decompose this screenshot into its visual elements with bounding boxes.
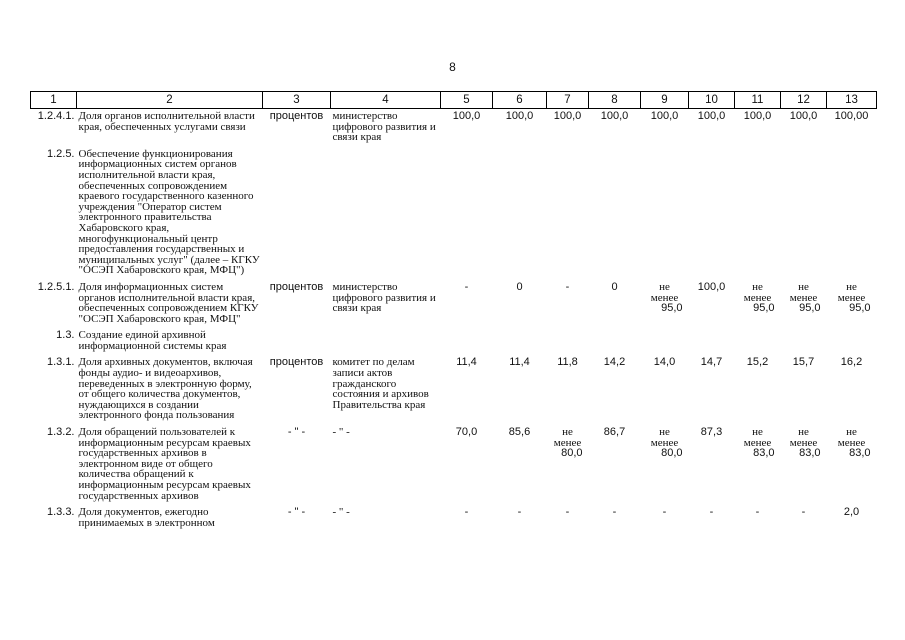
value-cell: - xyxy=(565,280,570,293)
value-cell: - xyxy=(517,506,522,519)
unit-cell: - " - xyxy=(287,506,306,519)
value-cell: - xyxy=(662,506,667,519)
value-cell xyxy=(689,328,735,355)
column-number-row xyxy=(31,92,877,109)
value-cell: 15,2 xyxy=(746,356,769,369)
row-number-cell: 1.3.3. xyxy=(46,506,75,519)
value-cell xyxy=(589,328,641,355)
indicator-name-cell: Доля документов, ежегодно принимаемых в электронном xyxy=(78,506,215,529)
value-cell: 70,0 xyxy=(455,426,478,439)
value-cell: - xyxy=(755,506,760,519)
indicator-table xyxy=(30,91,877,532)
table-row xyxy=(31,280,877,328)
value-cell xyxy=(827,328,877,355)
value-cell: 14,7 xyxy=(700,356,723,369)
value-cell xyxy=(589,147,641,280)
value-cell: не менее 95,0 xyxy=(650,280,683,315)
unit-cell xyxy=(263,147,331,280)
value-cell: не менее 83,0 xyxy=(789,426,821,460)
table-row xyxy=(31,505,877,532)
row-number-cell: 1.2.5.1. xyxy=(37,280,75,293)
value-cell: 16,2 xyxy=(840,356,863,369)
indicator-name-cell: Доля архивных документов, включая фонды аудио- и видеоархивов, переведенных в электронную форму, от общего количества документов, нуждающихся в создании электронного фонда пользования xyxy=(78,356,253,422)
value-cell xyxy=(735,147,781,280)
column-number: 8 xyxy=(589,92,641,109)
executor-cell: министерство цифрового развития и связи края xyxy=(332,280,436,315)
value-cell: не менее 80,0 xyxy=(553,426,583,460)
unit-cell: процентов xyxy=(269,356,324,369)
value-cell xyxy=(689,147,735,280)
value-cell: 100,0 xyxy=(697,110,726,122)
value-cell xyxy=(641,147,689,280)
value-cell: не менее 95,0 xyxy=(789,280,821,315)
value-cell: 100,0 xyxy=(789,110,818,122)
value-cell: - xyxy=(464,280,469,293)
value-cell: 15,7 xyxy=(792,356,815,369)
value-cell: 100,0 xyxy=(600,110,629,122)
column-number: 10 xyxy=(689,92,735,109)
indicator-name-cell: Доля обращений пользователей к информационным ресурсам краевых государственных архивов в электронном виде от общего количества обращений к информационным ресурсам краевых государственных архивов xyxy=(78,426,251,502)
value-cell: 14,0 xyxy=(653,356,676,369)
column-number: 2 xyxy=(77,92,263,109)
table-row xyxy=(31,328,877,355)
value-cell xyxy=(547,147,589,280)
value-cell: 100,00 xyxy=(834,110,869,122)
column-number: 5 xyxy=(441,92,493,109)
unit-cell: процентов xyxy=(269,110,324,122)
column-number: 13 xyxy=(827,92,877,109)
table-body xyxy=(31,109,877,533)
value-cell: 86,7 xyxy=(603,426,626,439)
column-number: 3 xyxy=(263,92,331,109)
value-cell xyxy=(735,328,781,355)
column-number: 11 xyxy=(735,92,781,109)
row-number-cell: 1.3.2. xyxy=(46,426,75,439)
table-row xyxy=(31,109,877,147)
value-cell: 100,0 xyxy=(650,110,679,122)
row-number-cell: 1.2.5. xyxy=(46,147,75,160)
executor-cell: - " - xyxy=(332,426,350,439)
table-row xyxy=(31,147,877,280)
column-number: 9 xyxy=(641,92,689,109)
value-cell: 100,0 xyxy=(697,280,726,293)
executor-cell xyxy=(331,147,441,280)
value-cell xyxy=(441,328,493,355)
value-cell: не менее 95,0 xyxy=(743,280,775,315)
executor-cell: комитет по делам записи актов гражданского состояния и архивов Правительства края xyxy=(332,356,429,411)
value-cell xyxy=(827,147,877,280)
table-row xyxy=(31,425,877,505)
value-cell: 100,0 xyxy=(743,110,772,122)
value-cell: не менее 83,0 xyxy=(743,426,775,460)
value-cell: 0 xyxy=(611,280,618,293)
row-number-cell: 1.3.1. xyxy=(46,356,75,369)
value-cell: 11,4 xyxy=(456,356,477,369)
value-cell: 100,0 xyxy=(505,110,534,122)
value-cell xyxy=(547,328,589,355)
value-cell xyxy=(781,328,827,355)
column-number: 4 xyxy=(331,92,441,109)
value-cell: 87,3 xyxy=(700,426,723,439)
executor-cell: министерство цифрового развития и связи края xyxy=(332,110,436,144)
table-row xyxy=(31,355,877,425)
value-cell: 0 xyxy=(516,280,523,293)
executor-cell xyxy=(331,328,441,355)
value-cell xyxy=(641,328,689,355)
column-number: 6 xyxy=(493,92,547,109)
row-number-cell: 1.3. xyxy=(56,329,75,342)
indicator-name-cell: Доля информационных систем органов исполнительной власти края, обеспеченных сопровождением КГКУ "ОСЭП Хабаровского края, МФЦ" xyxy=(78,280,259,325)
value-cell: не менее 80,0 xyxy=(650,426,683,460)
column-number: 7 xyxy=(547,92,589,109)
row-number-cell: 1.2.4.1. xyxy=(37,110,75,122)
value-cell: 100,0 xyxy=(553,110,582,122)
value-cell: 100,0 xyxy=(452,110,481,122)
value-cell: - xyxy=(709,506,714,519)
value-cell: не менее 83,0 xyxy=(837,426,871,460)
indicator-name-cell: Доля органов исполнительной власти края, обеспеченных услугами связи xyxy=(78,110,255,133)
value-cell: - xyxy=(612,506,617,519)
value-cell: 11,4 xyxy=(509,356,530,369)
value-cell: 85,6 xyxy=(508,426,531,439)
value-cell xyxy=(441,147,493,280)
unit-cell: процентов xyxy=(269,280,324,293)
value-cell: - xyxy=(464,506,469,519)
column-number: 12 xyxy=(781,92,827,109)
executor-cell: - " - xyxy=(332,506,350,519)
unit-cell: - " - xyxy=(287,426,306,439)
indicator-name-cell: Создание единой архивной информационной системы края xyxy=(78,329,227,352)
value-cell xyxy=(493,147,547,280)
value-cell: 2,0 xyxy=(843,506,860,519)
value-cell xyxy=(781,147,827,280)
value-cell: 11,8 xyxy=(557,356,578,369)
unit-cell xyxy=(263,328,331,355)
indicator-name-cell: Обеспечение функционирования информационных систем органов исполнительной власти края, обеспеченных сопровождением краевого государственного казенного учреждения "Оператор систем электронного правительства Хабаровского края, многофункциональный центр предоставления государственных и муниципальных услуг" (далее – КГКУ "ОСЭП Хабаровского края, МФЦ") xyxy=(78,147,260,277)
value-cell xyxy=(493,328,547,355)
column-number: 1 xyxy=(31,92,77,109)
value-cell: не менее 95,0 xyxy=(837,280,871,315)
value-cell: - xyxy=(565,506,570,519)
value-cell: - xyxy=(801,506,806,519)
page-number: 8 xyxy=(449,60,456,74)
value-cell: 14,2 xyxy=(603,356,626,369)
